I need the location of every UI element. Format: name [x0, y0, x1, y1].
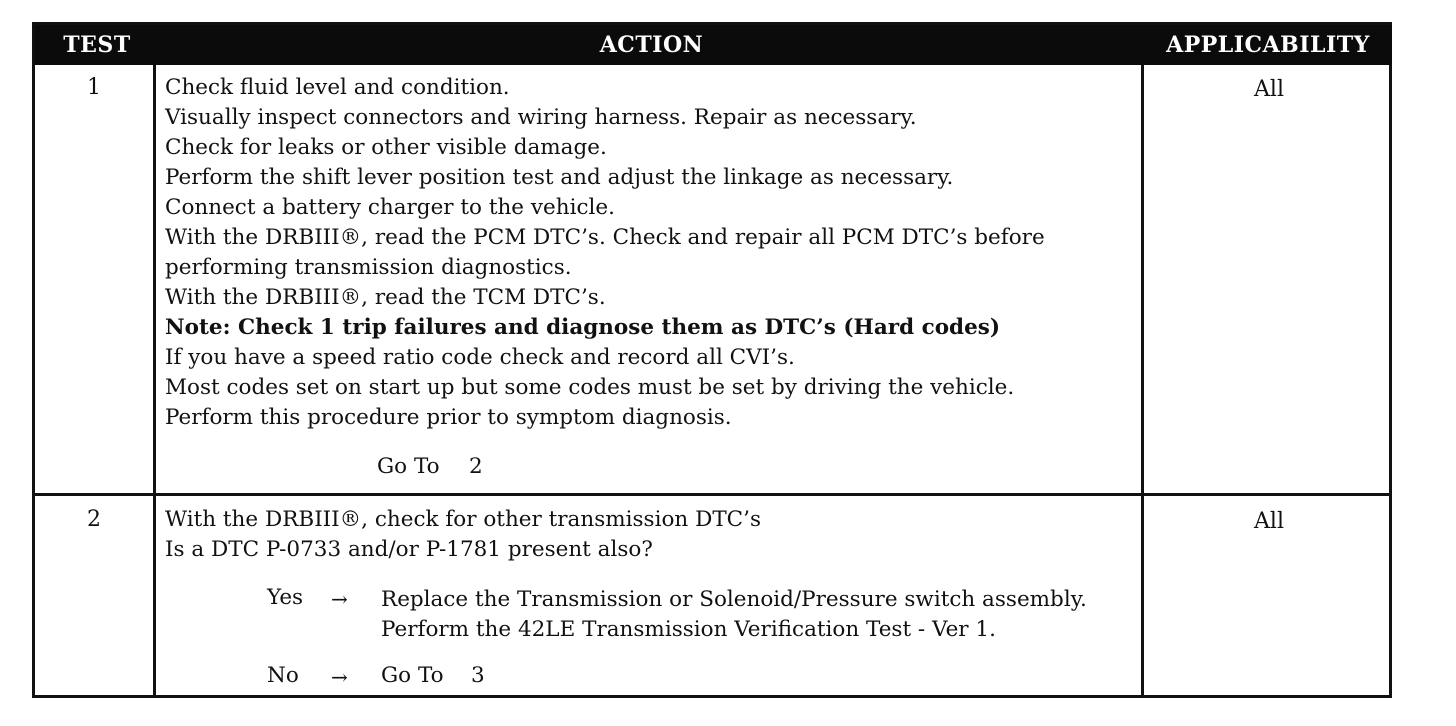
yes-action-line-2: Perform the 42LE Transmission Verification Test - Ver 1.	[381, 617, 996, 642]
column-divider-action	[1141, 65, 1144, 698]
action-line: With the DRBIII®, read the TCM DTC’s.	[165, 285, 606, 310]
row-2-test-number: 2	[87, 507, 101, 532]
yes-action-line-1: Replace the Transmission or Solenoid/Pressure switch assembly.	[381, 587, 1087, 612]
row-2-action-text	[165, 505, 761, 565]
yes-label: Yes	[267, 585, 304, 610]
no-arrow-icon: →	[331, 665, 348, 689]
diagnostic-table	[32, 22, 1392, 698]
row-1-goto-target: 2	[469, 454, 483, 479]
header-test: TEST	[63, 32, 131, 58]
column-divider-test	[153, 65, 156, 698]
yes-arrow-icon: →	[331, 587, 348, 611]
action-line: performing transmission diagnostics.	[165, 255, 572, 280]
action-line: Check for leaks or other visible damage.	[165, 135, 607, 160]
action-line: Perform the shift lever position test and adjust the linkage as necessary.	[165, 165, 954, 190]
action-line: With the DRBIII®, read the PCM DTC’s. Check and repair all PCM DTC’s before	[165, 225, 1045, 250]
action-note: Note: Check 1 trip failures and diagnose them as DTC’s (Hard codes)	[165, 315, 1001, 340]
table-header	[35, 25, 1392, 65]
row-1-goto-label: Go To	[377, 454, 440, 479]
no-label: No	[267, 663, 299, 688]
action-line: Perform this procedure prior to symptom diagnosis.	[165, 405, 732, 430]
action-line: Most codes set on start up but some codes must be set by driving the vehicle.	[165, 375, 1015, 400]
header-action: ACTION	[599, 32, 704, 58]
header-applicability: APPLICABILITY	[1166, 32, 1370, 58]
action-line: With the DRBIII®, check for other transmission DTC’s	[165, 507, 761, 532]
action-line: Connect a battery charger to the vehicle.	[165, 195, 615, 220]
row-2-applicability: All	[1254, 509, 1284, 534]
action-line: Check fluid level and condition.	[165, 75, 510, 100]
action-line: If you have a speed ratio code check and record all CVI’s.	[165, 345, 795, 370]
no-goto-target: 3	[471, 663, 485, 688]
row-1-applicability: All	[1254, 77, 1284, 102]
action-line: Visually inspect connectors and wiring harness. Repair as necessary.	[165, 105, 917, 130]
row-divider	[35, 493, 1392, 496]
action-line: Is a DTC P-0733 and/or P-1781 present also?	[165, 537, 653, 562]
row-1-action-text	[165, 73, 1045, 433]
no-goto-label: Go To	[381, 663, 444, 688]
row-1-test-number: 1	[87, 75, 101, 100]
